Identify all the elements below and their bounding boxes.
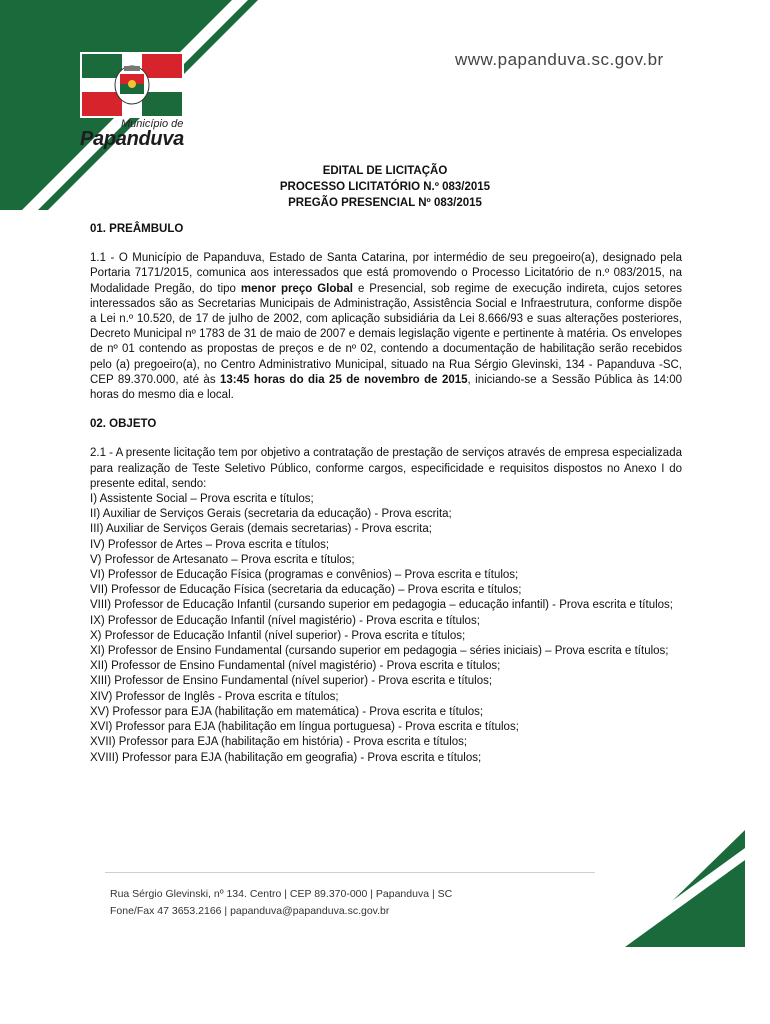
preambulo-text-1: 1.1 - O Município de Papanduva, Estado de Santa Catarina, por intermédio de seu pregoeiro(a), designado pela Portaria 7171/2015, comunica aos interessados que está promovendo o Processo Licitatório de n.º 083/2015, na Modalidade Pregão, do tipo [90, 252, 682, 295]
list-item: XIV) Professor de Inglês - Prova escrita e títulos; [90, 690, 339, 703]
list-item: XVII) Professor para EJA (habilitação em história) - Prova escrita e títulos; [90, 736, 468, 749]
list-item: XIII) Professor de Ensino Fundamental (nível superior) - Prova escrita e títulos; [90, 675, 493, 688]
list-item: IX) Professor de Educação Infantil (nível magistério) - Prova escrita e títulos; [90, 614, 480, 627]
list-item: VII) Professor de Educação Física (secretaria da educação) – Prova escrita e títulos; [90, 584, 522, 597]
footer-divider [105, 872, 595, 873]
list-item: III) Auxiliar de Serviços Gerais (demais secretarias) - Prova escrita; [90, 523, 432, 536]
preambulo-text-3: , iniciando-se a Sessão Pública às 14:00 horas do mesmo dia e local. [90, 373, 682, 402]
list-item: XV) Professor para EJA (habilitação em matemática) - Prova escrita e títulos; [90, 705, 484, 718]
section-heading-preambulo: 01. PREÂMBULO [90, 223, 184, 235]
list-item: XVIII) Professor para EJA (habilitação em geografia) - Prova escrita e títulos; [90, 751, 482, 764]
preambulo-bold-menor-preco: menor preço Global [240, 282, 353, 295]
footer-contact[interactable]: Fone/Fax 47 3653.2166 | papanduva@papanduva.sc.gov.br [110, 905, 390, 917]
website-url[interactable]: www.papanduva.sc.gov.br [455, 50, 664, 69]
title-pregao: PREGÃO PRESENCIAL Nº 083/2015 [288, 197, 482, 209]
municipal-flag-logo [80, 52, 184, 118]
footer-address-block [110, 886, 452, 920]
title-edital: EDITAL DE LICITAÇÃO [322, 165, 448, 177]
logo-city-name: Papanduva [80, 128, 184, 150]
section-heading-objeto: 02. OBJETO [90, 418, 157, 431]
list-item: XII) Professor de Ensino Fundamental (nível magistério) - Prova escrita e títulos; [90, 660, 501, 673]
list-item: XVI) Professor para EJA (habilitação em língua portuguesa) - Prova escrita e títulos; [90, 721, 519, 734]
list-item: V) Professor de Artesanato – Prova escrita e títulos; [90, 553, 355, 566]
list-item: VI) Professor de Educação Física (programas e convênios) – Prova escrita e títulos; [90, 569, 519, 582]
cargos-list [90, 492, 682, 766]
list-item: I) Assistente Social – Prova escrita e títulos; [90, 493, 314, 506]
list-item: XI) Professor de Ensino Fundamental (cursando superior em pedagogia – séries iniciais) – Prova escrita e títulos; [90, 645, 669, 658]
objeto-intro: 2.1 - A presente licitação tem por objetivo a contratação de prestação de serviços através de empresa especializada para realização de Teste Seletivo Público, conforme cargos, especificidade e requisitos dispostos no Anexo I do presente edital, sendo: [90, 447, 682, 490]
preambulo-text-2: e Presencial, sob regime de execução indireta, cujos setores interessados são as Secretarias Municipais de Administração, Assistência Social e Infraestrutura, conforme dispõe a Lei n.º 10.520, de 17 de julho de 2002, com aplicação subsidiária da Lei 8.666/93 e suas alterações posteriores, Decreto Municipal nº 1783 de 31 de maio de 2007 e demais legislação vigente e pertinente à matéria. Os envelopes de nº 01 contendo as propostas de preços e de nº 02, contendo a documentação de habilitação serão recebidos pelo (a) pregoeiro(a), no Centro Administrativo Municipal, situado na Rua Sérgio Glevinski, 134 - Papanduva -SC, CEP 89.370.000, até às [90, 282, 682, 386]
list-item: II) Auxiliar de Serviços Gerais (secretaria da educação) - Prova escrita; [90, 508, 452, 521]
document-body [90, 222, 682, 766]
preambulo-bold-date: 13:45 horas do dia 25 de novembro de 2015 [220, 373, 468, 386]
title-processo: PROCESSO LICITATÓRIO N.º 083/2015 [279, 181, 491, 193]
footer-address: Rua Sérgio Glevinski, nº 134. Centro | CEP 89.370-000 | Papanduva | SC [110, 888, 453, 900]
list-item: VIII) Professor de Educação Infantil (cursando superior em pedagogia – educação infantil) - Prova escrita e títulos; [90, 599, 673, 612]
document-title-block [0, 163, 770, 211]
preambulo-paragraph [90, 251, 682, 403]
footer-corner-decoration [625, 830, 745, 947]
list-item: X) Professor de Educação Infantil (nível superior) - Prova escrita e títulos; [90, 629, 466, 642]
list-item: IV) Professor de Artes – Prova escrita e títulos; [90, 538, 330, 551]
logo-municipio-label: Município de [121, 118, 184, 130]
